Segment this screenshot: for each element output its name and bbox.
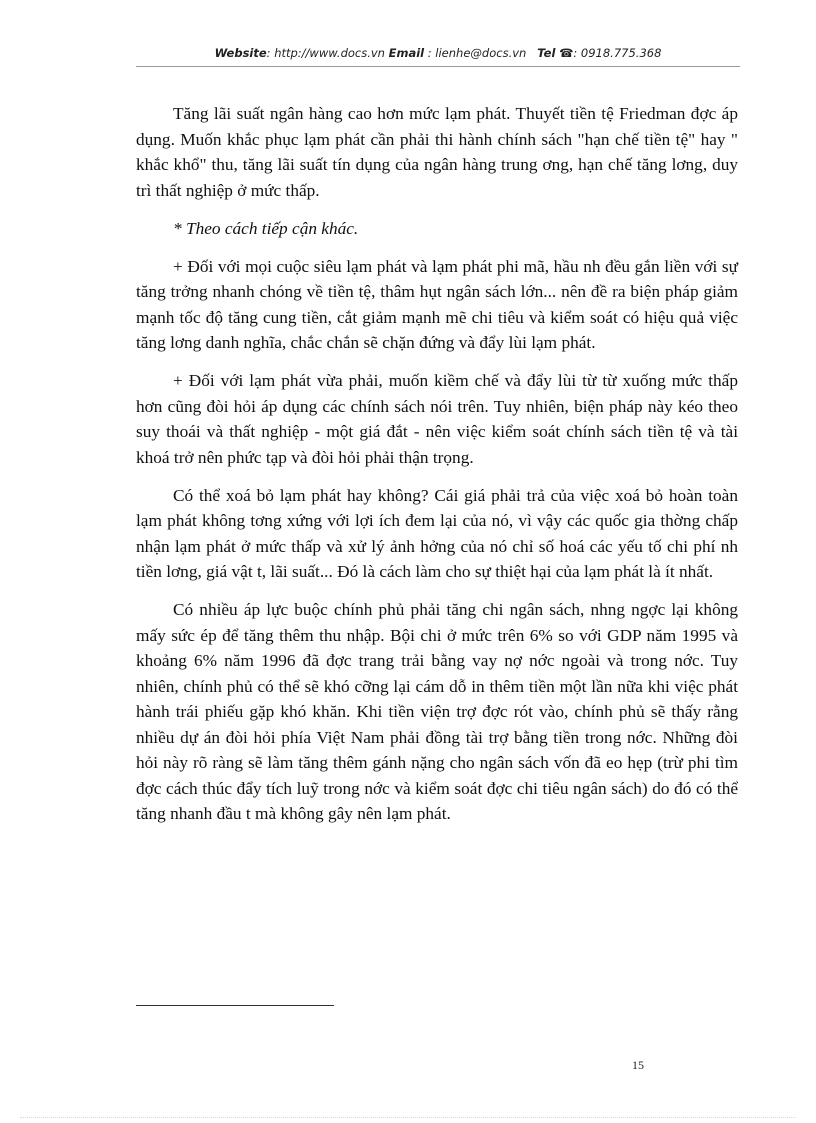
- website-label: Website: [214, 46, 267, 60]
- header-rule: [136, 66, 740, 67]
- paragraph-budget-pressure: Có nhiều áp lực buộc chính phủ phải tăng chi ngân sách, nhng ngợc lại không mấy sức ép để tăng thêm thu nhập. Bội chi ở mức trên 6% so với GDP năm 1995 và khoảng 6% năm 1996 đã đợc trang trải bằng vay nợ nớc ngoài và trong nớc. Tuy nhiên, chính phủ có thể sẽ khó cỡng lại cám dỗ in thêm tiền một lần nữa khi việc phát hành trái phiếu gặp khó khăn. Khi tiền viện trợ đợc rót vào, chính phủ sẽ thấy rằng nhiều dự án đòi hỏi phía Việt Nam phải đồng tài trợ bằng tiền trong nớc. Những đòi hỏi này rõ ràng sẽ làm tăng thêm gánh nặng cho ngân sách vốn đã eo hẹp (trừ phi tìm đợc cách thúc đẩy tích luỹ trong nớc và kiểm soát đợc chi tiêu ngân sách) do đó có thể tăng nhanh đầu t mà không gây nên lạm phát.: [136, 600, 738, 823]
- paragraph-interest-rate: Tăng lãi suất ngân hàng cao hơn mức lạm phát. Thuyết tiền tệ Friedman đợc áp dụng. Muốn khắc phục lạm phát cần phải thi hành chính sách "hạn chế tiền tệ" hay " khắc khổ" thu, tăng lãi suất tín dụng của ngân hàng trung ơng, hạn chế tăng lơng, duy trì thất nghiệp ở mức thấp.: [136, 104, 738, 200]
- phone-icon: ☎: [559, 46, 574, 60]
- page-header: [136, 46, 740, 60]
- tel-label: Tel: [537, 46, 556, 60]
- website-url[interactable]: : http://www.docs.vn: [266, 46, 385, 60]
- page-bottom-border: [20, 1117, 796, 1118]
- email-address[interactable]: : lienhe@docs.vn: [427, 46, 527, 60]
- paragraph-moderate-inflation: + Đối với lạm phát vừa phải, muốn kiềm chế và đẩy lùi từ từ xuống mức thấp hơn cũng đòi hỏi áp dụng các chính sách nói trên. Tuy nhiên, biện pháp này kéo theo suy thoái và thất nghiệp - một giá đắt - nên việc kiểm soát chính sách tiền tệ và tài khoá trở nên phức tạp và đòi hỏi phải thận trọng.: [136, 371, 738, 467]
- document-body: [136, 101, 738, 839]
- paragraph-hyperinflation: + Đối với mọi cuộc siêu lạm phát và lạm phát phi mã, hầu nh đều gắn liền với sự tăng trởng nhanh chóng về tiền tệ, thâm hụt ngân sách lớn... nên đề ra biện pháp giảm mạnh tốc độ tăng cung tiền, cắt giảm mạnh mẽ chi tiêu và kiểm soát có hiệu quả việc tăng lơng danh nghĩa, chắc chắn sẽ chặn đứng và đẩy lùi lạm phát.: [136, 256, 738, 352]
- page-number: 15: [632, 1058, 644, 1072]
- footnote-separator: [136, 1005, 334, 1006]
- tel-number: : 0918.775.368: [573, 46, 662, 60]
- email-label: Email: [388, 46, 425, 60]
- paragraph-other-approach-heading: * Theo cách tiếp cận khác.: [173, 218, 359, 238]
- paragraph-eliminate-inflation: Có thể xoá bỏ lạm phát hay không? Cái giá phải trả của việc xoá bỏ hoàn toàn lạm phát không tơng xứng với lợi ích đem lại của nó, vì vậy các quốc gia thờng chấp nhận lạm phát ở mức thấp và xử lý ảnh hởng của nó chỉ số hoá các yếu tố chi phí nh tiền lơng, giá vật t, lãi suất... Đó là cách làm cho sự thiệt hại của lạm phát là ít nhất.: [136, 485, 738, 581]
